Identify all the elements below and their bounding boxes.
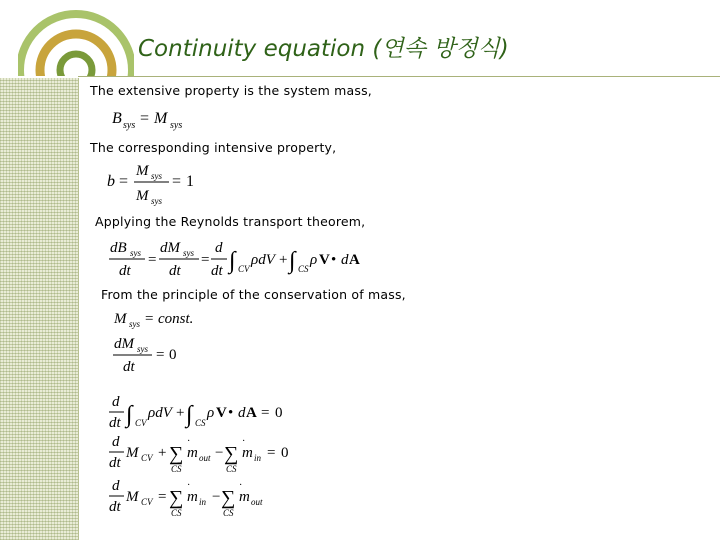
equation-summation-form [107,432,297,476]
text-line-conservation: From the principle of the conservation of mass, [101,287,406,302]
svg-text:sys: sys [137,344,148,354]
svg-text:·: · [187,480,191,491]
svg-text:CV: CV [238,264,250,274]
svg-text:CS: CS [171,464,182,474]
svg-text:CS: CS [223,508,234,518]
svg-text:∑: ∑ [169,443,184,465]
svg-text:=: = [267,445,276,461]
equation-extensive [110,104,200,132]
svg-text:d: d [341,252,349,268]
svg-text:d: d [238,405,246,421]
svg-text:d: d [112,434,120,450]
svg-text:+: + [176,405,185,421]
svg-text:V: V [216,405,227,421]
svg-text:sys: sys [151,196,162,206]
svg-text:=: = [148,252,157,268]
text-line-intensive: The corresponding intensive property, [90,140,337,155]
svg-text:CS: CS [226,464,237,474]
svg-text:b: b [107,173,115,190]
svg-text:A: A [246,405,257,421]
svg-text:M: M [154,110,168,127]
svg-text:M: M [136,163,149,179]
svg-text:CV: CV [135,418,147,428]
svg-text:A: A [349,252,360,268]
svg-text:•: • [228,405,234,421]
svg-text:ρdV: ρdV [251,252,275,268]
svg-text:dt: dt [169,263,181,279]
svg-text:dt: dt [109,499,121,515]
svg-text:=: = [201,252,210,268]
svg-text:+: + [158,445,167,461]
svg-text:dt: dt [211,263,223,279]
svg-text:∫: ∫ [289,248,296,274]
svg-text:·: · [187,436,191,447]
svg-text:dM: dM [160,240,180,256]
svg-text:m: m [187,489,198,505]
equation-mass-constant [112,306,212,330]
equation-mass-balance [107,476,297,520]
decorative-sidebar [0,78,79,540]
svg-text:sys: sys [123,120,136,131]
svg-text:ρ: ρ [310,252,318,268]
svg-text:·: · [242,436,246,447]
svg-text:=: = [172,173,182,190]
svg-text:dt: dt [119,263,131,279]
svg-text:∑: ∑ [224,443,239,465]
svg-text:CS: CS [195,418,206,428]
equation-reynolds [105,236,375,282]
svg-text:B: B [112,110,122,127]
svg-text:=: = [261,405,270,421]
svg-text:ρ: ρ [207,405,215,421]
svg-text:m: m [242,445,253,461]
svg-text:sys: sys [170,120,183,131]
equation-intensive [105,158,205,208]
svg-text:•: • [331,252,337,268]
svg-text:d: d [215,240,223,256]
svg-text:CS: CS [171,508,182,518]
svg-text:m: m [239,489,250,505]
svg-text:const.: const. [158,311,194,327]
svg-text:=: = [140,110,150,127]
svg-text:sys: sys [129,319,140,329]
svg-text:=: = [145,311,154,327]
svg-text:0: 0 [281,445,289,461]
text-line-reynolds: Applying the Reynolds transport theorem, [95,214,366,229]
svg-text:CV: CV [141,453,153,463]
svg-text:M: M [136,188,149,204]
svg-text:M: M [126,489,139,505]
svg-text:d: d [112,394,120,410]
svg-text:dt: dt [109,415,121,431]
svg-text:out: out [199,453,211,463]
svg-text:sys: sys [151,171,162,181]
text-line-extensive: The extensive property is the system mass, [90,83,372,98]
svg-text:=: = [158,489,167,505]
svg-text:ρdV: ρdV [148,405,172,421]
svg-text:dt: dt [123,359,135,375]
svg-text:∫: ∫ [126,402,133,428]
equation-integral-continuity [107,392,297,432]
page-title: Continuity equation (연속 방정식) [138,36,509,62]
svg-text:sys: sys [130,248,141,258]
svg-text:dt: dt [109,455,121,471]
svg-text:0: 0 [169,347,177,363]
svg-text:in: in [254,453,262,463]
svg-text:+: + [279,252,288,268]
svg-text:CS: CS [298,264,309,274]
svg-text:∫: ∫ [229,248,236,274]
svg-text:∫: ∫ [186,402,193,428]
title-divider [78,76,720,77]
svg-text:out: out [251,497,263,507]
svg-text:1: 1 [186,173,194,190]
svg-text:∑: ∑ [221,487,236,509]
svg-text:V: V [319,252,330,268]
svg-text:dB: dB [110,240,127,256]
svg-text:=: = [119,173,129,190]
svg-text:dM: dM [114,336,134,352]
svg-text:M: M [114,311,127,327]
svg-text:in: in [199,497,207,507]
svg-text:M: M [126,445,139,461]
logo-rings-icon [18,10,134,76]
svg-text:m: m [187,445,198,461]
svg-text:·: · [239,480,243,491]
svg-text:d: d [112,478,120,494]
svg-text:∑: ∑ [169,487,184,509]
svg-text:−: − [215,445,224,461]
equation-mass-rate [112,332,192,376]
svg-text:−: − [212,489,221,505]
svg-text:sys: sys [183,248,194,258]
svg-text:CV: CV [141,497,153,507]
svg-text:=: = [156,347,165,363]
svg-text:0: 0 [275,405,283,421]
